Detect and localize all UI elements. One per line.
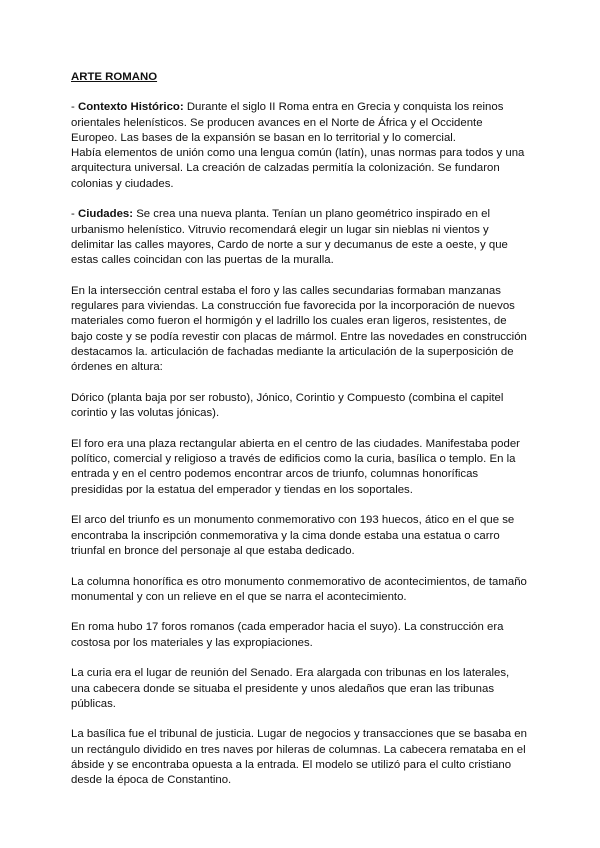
section-text-continued: Había elementos de unión como una lengua común (latín), unas normas para todos y una arquitectura universal. La creación de calzadas permitía la colonización. Se fundaron colonias y ciudades. <box>71 147 525 190</box>
document-page <box>71 70 531 804</box>
paragraph-basilica: La basílica fue el tribunal de justicia. Lugar de negocios y transacciones que se basaba en un rectángulo dividido en tres naves por hileras de columnas. La cabecera remataba en el ábside y se encontraba opuesta a la entrada. El modelo se utilizó para el culto cristiano desde la época de Constantino. <box>71 728 527 787</box>
paragraph-curia: La curia era el lugar de reunión del Senado. Era alargada con tribunas en los laterales, una cabecera donde se situaba el presidente y unos aledaños que eran las tribunas públicas. <box>71 667 510 710</box>
paragraph-columna-honorifica: La columna honorífica es otro monumento conmemorativo de acontecimientos, de tamaño monumental y con un relieve en el que se narra el acontecimiento. <box>71 575 527 603</box>
paragraph-ordenes: Dórico (planta baja por ser robusto), Jónico, Corintio y Compuesto (combina el capitel corintio y las volutas jónicas). <box>71 391 504 420</box>
paragraph-foros-romanos: En roma hubo 17 foros romanos (cada emperador hacia el suyo). La construcción era costosa por los materiales y las expropiaciones. <box>71 621 504 649</box>
section-heading-ciudades: Ciudades: <box>77 208 134 221</box>
section-text: Durante el siglo II Roma entra en Grecia y conquista los reinos orientales helenísticos. Se producen avances en el Norte de África y el Occidente Europeo. Las bases de la expansión se basan en lo territorial y lo comercial. <box>71 101 504 144</box>
document-title: ARTE ROMANO <box>71 71 158 83</box>
section-heading-contexto: Contexto Histórico: <box>77 101 184 114</box>
paragraph-interseccion: En la intersección central estaba el foro y las calles secundarias formaban manzanas regulares para viviendas. La construcción fue favorecida por la incorporación de nuevos materiales como fueron el hormigón y el ladrillo los cuales eran ligeros, resistentes, de bajo coste y se podía revestir con placas de mármol. Entre las novedades en construcción destacamos la. articulación de fachadas mediante la articulación de la superposición de órdenes en altura: <box>71 284 527 374</box>
section-contexto-historico <box>71 100 531 192</box>
section-text: Se crea una nueva planta. Tenían un plano geométrico inspirado en el urbanismo helenístico. Vitruvio recomendará elegir un lugar sin nieblas ni vientos y delimitar las calles mayores, Cardo de norte a sur y decumanus de este a oeste, y que estas calles coincidan con las puertas de la muralla. <box>71 208 508 267</box>
section-prefix: - <box>71 208 78 221</box>
paragraph-arco-triunfo: El arco del triunfo es un monumento conmemorativo con 193 huecos, ático en el que se encontraba la inscripción conmemorativa y la cima donde estaba una estatua o carro triunfal en bronce del personaje al que estaba dedicado. <box>71 514 515 557</box>
section-prefix: - <box>71 101 78 114</box>
paragraph-foro: El foro era una plaza rectangular abierta en el centro de las ciudades. Manifestaba poder político, comercial y religioso a través de edificios como la curia, basílica o templo. En la entrada y en el centro podemos encontrar arcos de triunfo, columnas honoríficas presididas por la estatua del emperador y tiendas en los soportales. <box>71 437 520 496</box>
section-ciudades <box>71 207 531 268</box>
